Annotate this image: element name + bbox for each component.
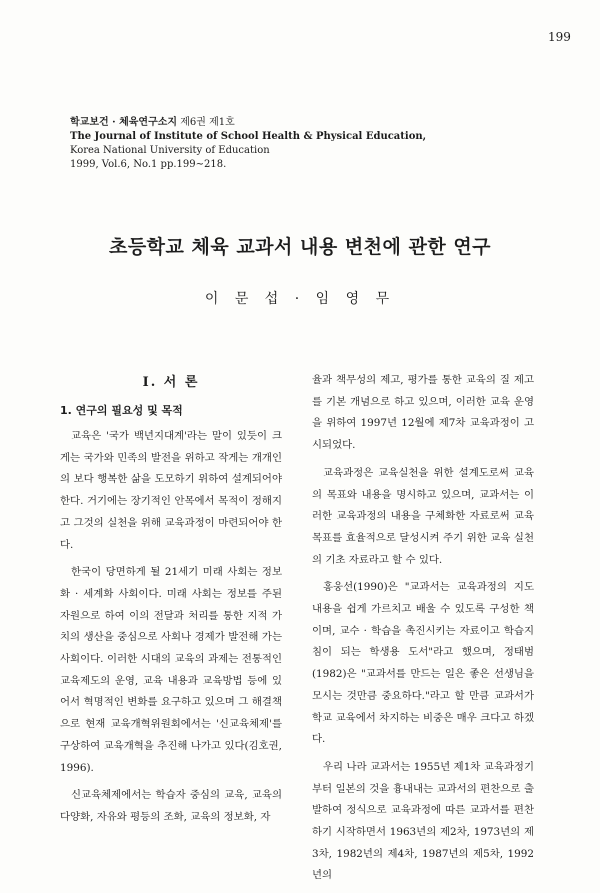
paragraph: 신교육체제에서는 학습자 중심의 교육, 교육의 다양화, 자유와 평등의 조화, 교육의 정보화, 자 [60, 789, 282, 823]
section-heading: Ⅰ. 서 론 [142, 375, 200, 390]
paragraph: 홍웅선(1990)은 "교과서는 교육과정의 지도 내용을 쉽게 가르치고 배울 수 있도록 구성한 책이며, 교수 · 학습을 촉진시키는 자료이고 학습지침이 되는 학생용 도서"라고 했으며, 정태범(1982)은 "교과서를 만드는 일은 좋은 선생님을 모시는 것만큼 중요하다."라고 할 만큼 교과서가 학교 교육에서 차지하는 비중은 매우 크다고 하겠다. [312, 581, 534, 746]
left-column [60, 370, 282, 835]
paragraph: 교육은 '국가 백년지대계'라는 말이 있듯이 크게는 국가와 민족의 발전을 위하고 작게는 개개인의 보다 행복한 삶을 도모하기 위하여 설계되어야 한다. 거기에는 장기적인 안목에서 목적이 정해지고 그것의 실천을 위해 교육과정이 마련되어야 한다. [60, 430, 282, 551]
journal-korean-name: 학교보건 · 체육연구소지 [70, 117, 178, 128]
paragraph: 우리 나라 교과서는 1955년 제1차 교육과정기부터 일본의 것을 흉내내는 교과서의 편찬으로 출발하여 정식으로 교육과정에 따른 교과서를 편찬하기 시작하면서 1963년의 제2차, 1973년의 제3차, 1982년의 제4차, 1987년의 제5차, 1992년의 [312, 760, 534, 882]
journal-citation: 1999, Vol.6, No.1 pp.199∼218. [70, 159, 227, 170]
paragraph: 교육과정은 교육실천을 위한 설계도로써 교육의 목표와 내용을 명시하고 있으며, 교과서는 이러한 교육과정의 내용을 구체화한 자료로써 교육 목표를 효율적으로 달성시켜 주기 위한 교육 실천의 기초 자료라고 할 수 있다. [312, 466, 534, 566]
journal-info [70, 116, 426, 172]
paper-authors: 이 문 섭 · 임 영 무 [204, 291, 396, 307]
journal-university: Korea National University of Education [70, 145, 270, 156]
paragraph: 율과 책무성의 제고, 평가를 통한 교육의 질 제고를 기본 개념으로 하고 있으며, 이러한 교육 운영을 위하여 1997년 12월에 제7차 교육과정이 고시되었다. [312, 374, 534, 452]
paper-title: 초등학교 체육 교과서 내용 변천에 관한 연구 [108, 236, 492, 258]
journal-volume-korean: 제6권 제1호 [180, 117, 235, 128]
paragraph: 한국이 당면하게 될 21세기 미래 사회는 정보화 · 세계화 사회이다. 미래 사회는 정보를 주된 자원으로 하여 이의 전달과 처리를 통한 지적 가치의 생산을 중심으로 사회나 경제가 발전해 가는 사회이다. 이러한 시대의 교육의 과제는 전통적인 교육제도의 운영, 교육 내용과 교육방법 등에 있어서 혁명적인 변화를 요구하고 있으며 그 해결책으로 현재 교육개혁위원회에서는 '신교육체제'를 구상하여 교육개혁을 추진해 나가고 있다(김호권, 1996). [60, 566, 282, 774]
right-column [312, 370, 534, 893]
journal-english-name: The Journal of Institute of School Health & Physical Education, [70, 131, 427, 142]
page-number: 199 [548, 30, 571, 44]
subsection-heading: 1. 연구의 필요성 및 목적 [60, 404, 183, 417]
journal-korean-line [70, 116, 426, 130]
